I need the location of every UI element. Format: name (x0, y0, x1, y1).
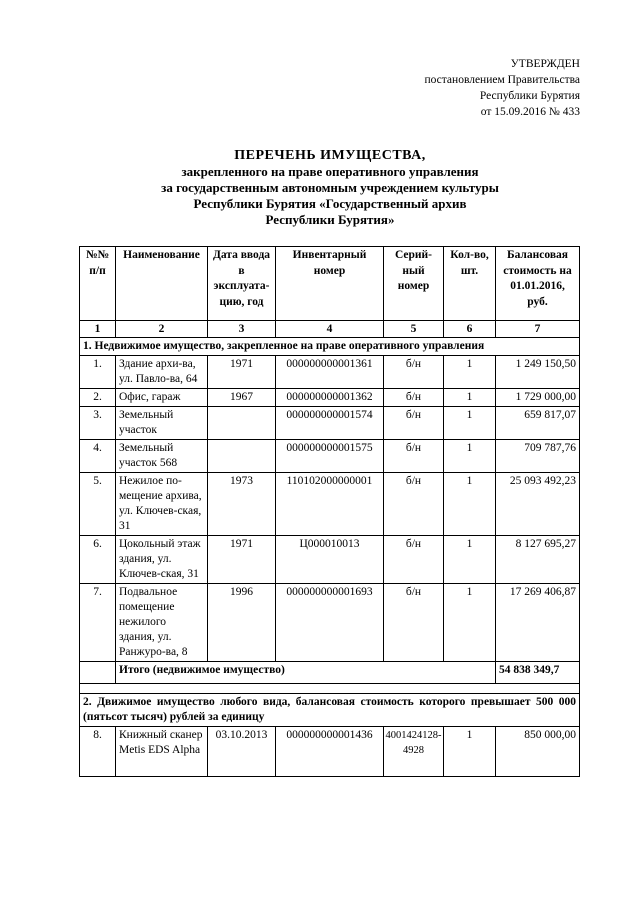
row-inventory: 000000000001574 (276, 407, 384, 440)
title-line-2: закрепленного на праве оперативного управления (181, 164, 479, 179)
total-blank (80, 662, 116, 684)
row-year (208, 440, 276, 473)
row-serial: б/н (384, 356, 444, 389)
column-number: 1 (80, 321, 116, 338)
row-number: 6. (80, 536, 116, 584)
spacer-cell (80, 684, 580, 694)
row-value: 25 093 492,23 (496, 473, 580, 536)
column-number: 6 (444, 321, 496, 338)
row-year: 1967 (208, 389, 276, 407)
row-quantity: 1 (444, 473, 496, 536)
row-year: 1971 (208, 356, 276, 389)
header-row (80, 247, 580, 321)
column-number: 7 (496, 321, 580, 338)
row-number: 5. (80, 473, 116, 536)
section-1-header (80, 338, 580, 356)
row-inventory: 110102000000001 (276, 473, 384, 536)
table-row (80, 389, 580, 407)
row-serial: 4001424128-4928 (384, 727, 444, 777)
approval-line-4: от 15.09.2016 № 433 (480, 106, 580, 118)
row-quantity: 1 (444, 389, 496, 407)
row-quantity: 1 (444, 536, 496, 584)
row-year: 1973 (208, 473, 276, 536)
row-name: Земельный участок (116, 407, 208, 440)
row-inventory: 000000000001693 (276, 584, 384, 662)
row-name: Подвальное помещение нежилого здания, ул. Ранжуро-ва, 8 (116, 584, 208, 662)
title-line-4: Республики Бурятия «Государственный архив (193, 196, 467, 211)
row-name: Земельный участок 568 (116, 440, 208, 473)
row-serial: б/н (384, 536, 444, 584)
row-quantity: 1 (444, 727, 496, 777)
property-table (79, 246, 580, 777)
row-inventory: 000000000001575 (276, 440, 384, 473)
row-name: Офис, гараж (116, 389, 208, 407)
approval-line-2: постановлением Правительства (424, 74, 580, 86)
row-quantity: 1 (444, 584, 496, 662)
approval-line-3: Республики Бурятия (479, 90, 580, 102)
header-number: №№ п/п (80, 247, 116, 321)
total-row (80, 662, 580, 684)
header-quantity: Кол-во, шт. (444, 247, 496, 321)
document-title (80, 148, 580, 228)
row-value: 17 269 406,87 (496, 584, 580, 662)
row-serial: б/н (384, 440, 444, 473)
table-row (80, 536, 580, 584)
title-line-3: за государственным автономным учреждением культуры (161, 180, 499, 195)
row-value: 8 127 695,27 (496, 536, 580, 584)
table-row (80, 584, 580, 662)
row-value: 1 729 000,00 (496, 389, 580, 407)
row-quantity: 1 (444, 356, 496, 389)
row-year: 03.10.2013 (208, 727, 276, 777)
row-inventory: 000000000001436 (276, 727, 384, 777)
column-number: 4 (276, 321, 384, 338)
row-serial: б/н (384, 389, 444, 407)
approval-stamp (424, 56, 580, 120)
row-number: 2. (80, 389, 116, 407)
approval-line-1: УТВЕРЖДЕН (510, 58, 580, 70)
table-row (80, 473, 580, 536)
header-name: Наименование (116, 247, 208, 321)
header-serial: Серий-ный номер (384, 247, 444, 321)
row-value: 1 249 150,50 (496, 356, 580, 389)
table-row (80, 440, 580, 473)
table-row (80, 727, 580, 777)
row-number: 4. (80, 440, 116, 473)
row-serial: б/н (384, 473, 444, 536)
row-inventory: Ц000010013 (276, 536, 384, 584)
section-2-header (80, 694, 580, 727)
section-2-title: 2. Движимое имущество любого вида, балансовая стоимость которого превышает 500 000 (пятьсот тысяч) рублей за единицу (80, 694, 580, 727)
row-quantity: 1 (444, 407, 496, 440)
row-name: Нежилое по-мещение архива, ул. Ключев-ская, 31 (116, 473, 208, 536)
total-value: 54 838 349,7 (496, 662, 580, 684)
table-row (80, 356, 580, 389)
row-number: 7. (80, 584, 116, 662)
title-line-5: Республики Бурятия» (265, 212, 395, 227)
row-name: Здание архи-ва, ул. Павло-ва, 64 (116, 356, 208, 389)
row-quantity: 1 (444, 440, 496, 473)
section-1-title: 1. Недвижимое имущество, закрепленное на праве оперативного управления (80, 338, 580, 356)
header-inventory: Инвентарный номер (276, 247, 384, 321)
row-value: 709 787,76 (496, 440, 580, 473)
row-inventory: 000000000001362 (276, 389, 384, 407)
row-inventory: 000000000001361 (276, 356, 384, 389)
row-number: 1. (80, 356, 116, 389)
column-number: 3 (208, 321, 276, 338)
row-value: 850 000,00 (496, 727, 580, 777)
header-value: Балансовая стоимость на 01.01.2016, руб. (496, 247, 580, 321)
row-name: Цокольный этаж здания, ул. Ключев-ская, 31 (116, 536, 208, 584)
row-serial: б/н (384, 407, 444, 440)
row-year: 1971 (208, 536, 276, 584)
column-number-row (80, 321, 580, 338)
row-year: 1996 (208, 584, 276, 662)
row-serial: б/н (384, 584, 444, 662)
column-number: 2 (116, 321, 208, 338)
spacer-row (80, 684, 580, 694)
total-label: Итого (недвижимое имущество) (116, 662, 496, 684)
title-main: ПЕРЕЧЕНЬ ИМУЩЕСТВА, (234, 148, 426, 163)
row-number: 8. (80, 727, 116, 777)
column-number: 5 (384, 321, 444, 338)
row-number: 3. (80, 407, 116, 440)
table-row (80, 407, 580, 440)
header-date: Дата ввода в эксплуата-цию, год (208, 247, 276, 321)
row-value: 659 817,07 (496, 407, 580, 440)
row-year (208, 407, 276, 440)
row-name: Книжный сканер Metis EDS Alpha (116, 727, 208, 777)
